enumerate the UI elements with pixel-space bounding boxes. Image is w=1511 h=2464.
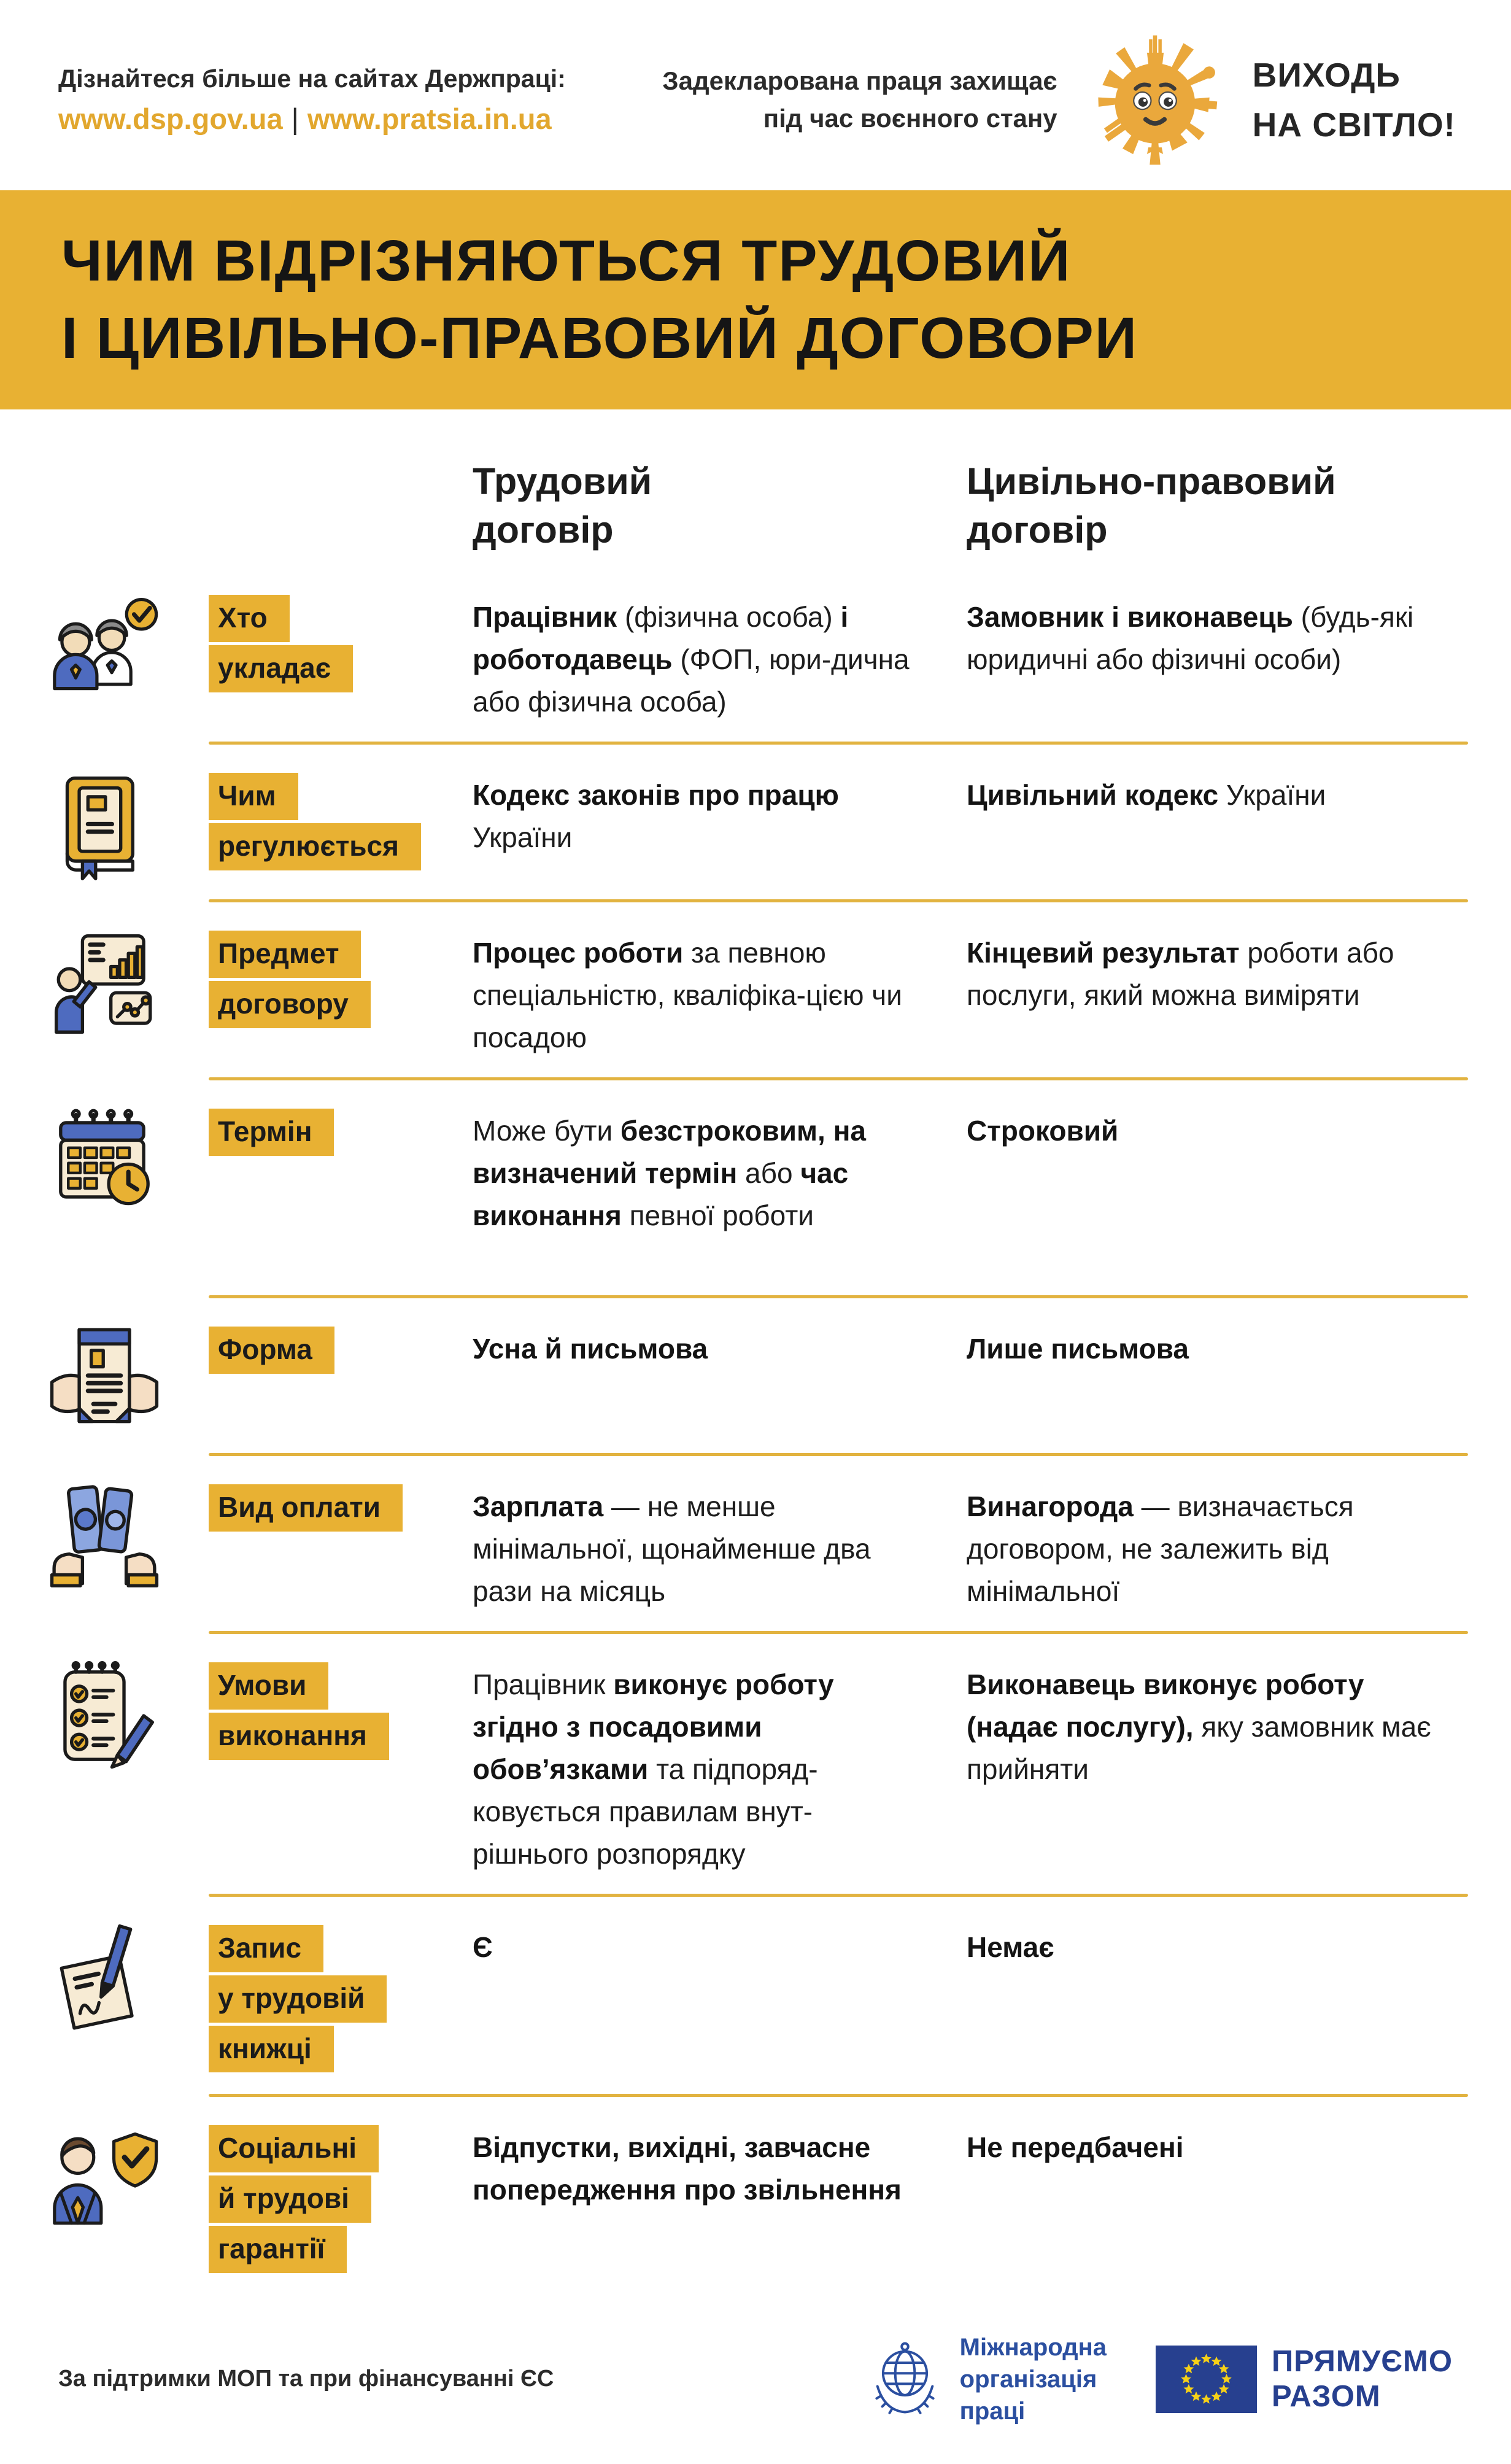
row-label: Вид оплати	[209, 1481, 473, 1535]
row-label: Соціальні й трудові гарантії	[209, 2121, 473, 2276]
column-headers	[46, 422, 1468, 567]
row-label: Умови виконання	[209, 1659, 473, 1762]
signed-document-pen-icon	[46, 1921, 209, 2033]
ilo-name: Міжнародна організація праці	[959, 2333, 1107, 2425]
civil-contract-cell: Немає	[967, 1931, 1054, 1964]
ilo-logo	[864, 2334, 946, 2423]
document-hands-icon	[46, 1323, 209, 1435]
eu-slogan: ПРЯМУЄМО РАЗОМ	[1272, 2345, 1453, 2413]
table-row-regulated-by	[46, 745, 1468, 899]
row-label: Хто укладає	[209, 591, 473, 695]
table-row-payment-type	[46, 1456, 1468, 1631]
civil-contract-column-header: Цивільно-правовий договір	[967, 460, 1336, 551]
campaign-brand	[662, 23, 1456, 177]
worker-shield-icon	[46, 2121, 209, 2233]
two-people-check-icon	[46, 591, 209, 703]
row-label: Чим регулюється	[209, 769, 473, 873]
presentation-chart-icon	[46, 927, 209, 1039]
row-label: Предмет договору	[209, 927, 473, 1031]
labor-contract-cell: Усна й письмова	[473, 1333, 708, 1365]
table-row-form	[46, 1298, 1468, 1453]
table-row-social-guarantees	[46, 2097, 1468, 2294]
support-note: За підтримки МОП та при фінансуванні ЄС	[58, 2366, 554, 2392]
civil-contract-cell: Винагорода — визначається договором, не залежить від мінімальної	[967, 1490, 1354, 1608]
eu-block	[1156, 2344, 1453, 2414]
civil-contract-cell: Кінцевий результат роботи або послуги, який можна виміряти	[967, 937, 1394, 1012]
table-row-employment-record	[46, 1897, 1468, 2094]
top-header	[0, 0, 1511, 190]
title-banner	[0, 190, 1511, 409]
eu-flag-icon	[1156, 2345, 1257, 2414]
checklist-pencil-icon	[46, 1659, 209, 1770]
table-row-who-concludes	[46, 567, 1468, 742]
labor-contract-cell: Працівник (фізична особа) і роботодавець (ФОП, юри-дична або фізична особа)	[473, 601, 910, 718]
page-title-line2: І ЦИВІЛЬНО-ПРАВОВИЙ ДОГОВОРИ	[61, 306, 1138, 371]
civil-contract-cell: Не передбачені	[967, 2131, 1184, 2164]
ilo-block	[864, 2331, 1107, 2427]
row-label: Термін	[209, 1105, 473, 1159]
civil-contract-cell: Строковий	[967, 1115, 1119, 1147]
partner-logos	[864, 2331, 1453, 2427]
website-links	[58, 102, 566, 136]
civil-contract-cell: Замовник і виконавець (будь-які юридичні або фізичні особи)	[967, 601, 1414, 676]
labor-contract-cell: Може бути безстроковим, на визначений термін або час виконання певної роботи	[473, 1115, 866, 1232]
dsp-link[interactable]: www.dsp.gov.ua	[58, 102, 283, 135]
money-hands-icon	[46, 1481, 209, 1592]
labor-contract-cell: Зарплата — не менше мінімальної, щонайменше два рази на місяць	[473, 1490, 871, 1608]
page-footer	[0, 2295, 1511, 2464]
book-icon	[46, 769, 209, 881]
websites-block	[58, 64, 566, 136]
civil-contract-cell: Лише письмова	[967, 1333, 1189, 1365]
campaign-tagline: Задекларована праця захищає під час воєнного стану	[662, 66, 1057, 133]
row-label: Форма	[209, 1323, 473, 1377]
labor-contract-cell: Є	[473, 1931, 493, 1964]
link-separator: |	[291, 102, 299, 135]
more-info-text: Дізнайтеся більше на сайтах Держпраці:	[58, 64, 566, 93]
campaign-slogan: ВИХОДЬ НА СВІТЛО!	[1252, 55, 1456, 144]
labor-contract-cell: Відпустки, вихідні, завчасне попередження про звільнення	[473, 2131, 902, 2206]
page-title-line1: ЧИМ ВІДРІЗНЯЮТЬСЯ ТРУДОВИЙ	[61, 228, 1072, 293]
pratsia-link[interactable]: www.pratsia.in.ua	[307, 102, 552, 135]
column-headers-spacer	[46, 457, 473, 555]
civil-contract-cell: Виконавець виконує роботу (надає послугу), яку замовник має прийняти	[967, 1668, 1431, 1786]
table-row-term	[46, 1080, 1468, 1295]
sun-mascot-icon	[1078, 23, 1232, 177]
row-label: Запис у трудовій книжці	[209, 1921, 473, 2075]
labor-contract-cell: Кодекс законів про працю України	[473, 779, 839, 854]
labor-contract-cell: Процес роботи за певною спеціальністю, кваліфіка-цією чи посадою	[473, 937, 902, 1054]
labor-contract-column-header: Трудовий договір	[473, 460, 652, 551]
civil-contract-cell: Цивільний кодекс України	[967, 779, 1326, 812]
calendar-clock-icon	[46, 1105, 209, 1217]
comparison-table	[0, 409, 1511, 2295]
labor-contract-cell: Працівник виконує роботу згідно з посадовими обов’язками та підпоряд-ковується правилам внут-рішнього розпорядку	[473, 1668, 834, 1870]
table-row-execution-conditions	[46, 1634, 1468, 1894]
table-row-subject	[46, 902, 1468, 1077]
